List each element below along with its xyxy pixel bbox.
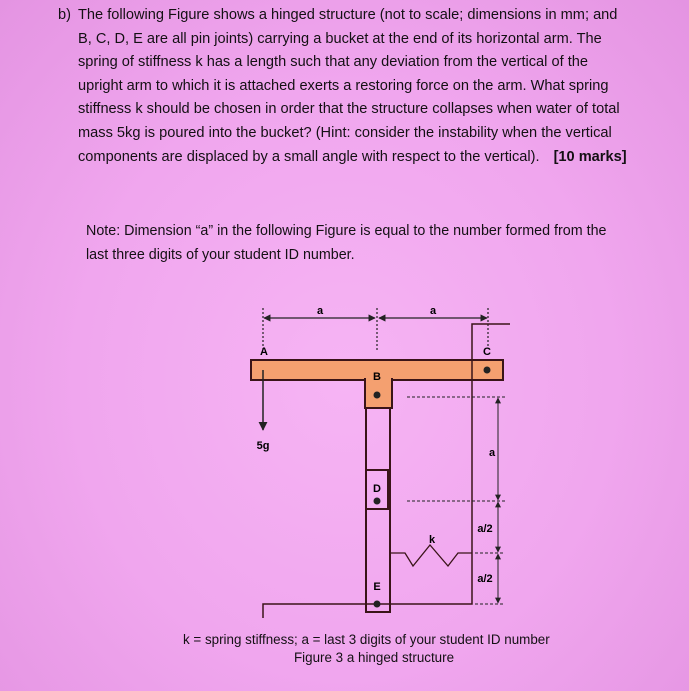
question-line: B, C, D, E are all pin joints) carrying a bucket at the end of its horizontal arm. The — [78, 30, 602, 47]
label-a-half-2: a/2 — [477, 573, 493, 585]
question-label: b) — [58, 7, 71, 23]
top-dimension — [263, 308, 488, 352]
marks-badge: [10 marks] — [553, 148, 627, 165]
question-line: stiffness k should be chosen in order that the structure collapses when water of total — [78, 101, 620, 118]
figure-caption-title: Figure 3 a hinged structure — [294, 650, 455, 665]
spring — [391, 545, 472, 566]
label-e: E — [373, 581, 381, 593]
label-b: B — [373, 371, 381, 383]
label-a-right: a — [488, 447, 496, 459]
label-a-half-1: a/2 — [477, 523, 493, 535]
question-line: The following Figure shows a hinged structure (not to scale; dimensions in mm; and — [78, 7, 618, 23]
note-line: last three digits of your student ID number. — [86, 246, 355, 263]
question-line: mass 5kg is poured into the bucket? (Hint: consider the instability when the vertical — [78, 124, 612, 141]
label-a-top-left: a — [316, 305, 324, 317]
label-load: 5g — [256, 440, 270, 452]
question-line-text: components are displaced by a small angle with respect to the vertical). — [78, 148, 540, 165]
joint-c — [484, 367, 491, 374]
figure-caption-legend: k = spring stiffness; a = last 3 digits of your student ID number — [183, 632, 550, 647]
question-line: upright arm to which it is attached exerts a restoring force on the arm. What spring — [78, 77, 609, 94]
joint-b — [374, 392, 381, 399]
label-k: k — [428, 534, 436, 546]
label-d: D — [373, 483, 381, 495]
joint-e — [374, 601, 381, 608]
label-a-top-right: a — [429, 305, 437, 317]
note-line: Note: Dimension “a” in the following Figure is equal to the number formed from the — [86, 223, 607, 239]
joint-d — [374, 498, 381, 505]
label-c: C — [483, 346, 491, 358]
question-line: spring of stiffness k has a length such that any deviation from the vertical of the — [78, 54, 588, 71]
label-a: A — [260, 346, 268, 358]
